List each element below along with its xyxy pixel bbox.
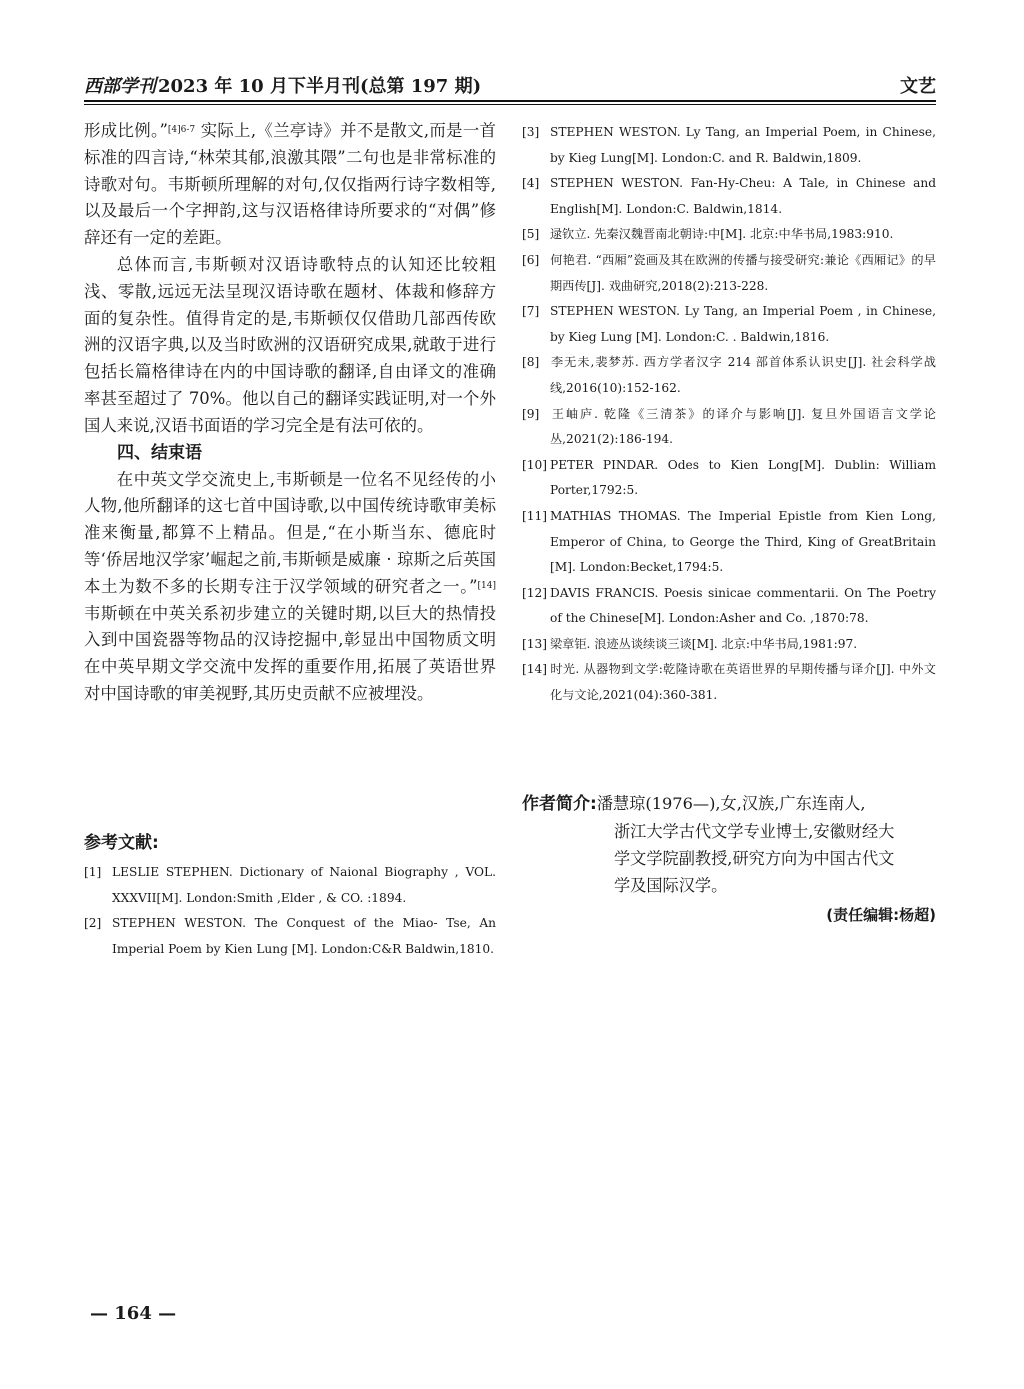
author-bio-line-3: 学文学院副教授,研究方向为中国古代文 [614,849,895,868]
page-number: — 164 — [90,1303,177,1324]
section-heading: 四、结束语 [117,442,202,463]
reference-number: [14] [522,662,548,677]
reference-number: [7] [522,304,540,319]
reference-item [522,171,936,222]
reference-text: MATHIAS THOMAS. The Imperial Epistle from Kien Long, Emperor of China, to George the Third, King of GreatBritain [M]. London:Becket,1794:5. [550,508,936,575]
reference-item [522,657,936,708]
author-bio-line-2: 浙江大学古代文学专业博士,安徽财经大 [614,822,895,841]
citation-14: [14] [477,580,496,591]
reference-item [84,860,496,911]
paragraph-2: 总体而言,韦斯顿对汉语诗歌特点的认知还比较粗浅、零散,远远无法呈现汉语诗歌在题材、体裁和修辞方面的复杂性。值得肯定的是,韦斯顿仅仅借助几部西传欧洲的汉语字典,以及当时欧洲的汉语研究成果,就敢于进行包括长篇格律诗在内的中国诗歌的翻译,自由译文的准确率甚至超过了 70%。他以自己的翻译实践证明,对一个外国人来说,汉语书面语的学习完全是有法可依的。 [84,254,496,435]
journal-issue: 2023 年 10 月下半月刊(总第 197 期) [158,76,482,97]
reference-text: LESLIE STEPHEN. Dictionary of Naional Biography , VOL. XXXVII[M]. London:Smith ,Elder , & CO. :1894. [112,865,496,905]
reference-item [522,581,936,632]
author-bio-first-line [522,790,936,818]
author-bio [522,790,936,899]
reference-text: 逯钦立. 先秦汉魏晋南北朝诗:中[M]. 北京:中华书局,1983:910. [550,227,894,242]
reference-text: STEPHEN WESTON. The Conquest of the Miao- Tse, An Imperial Poem by Kien Lung [M]. London:C&R Baldwin,1810. [112,916,496,956]
reference-text: 何艳君. “西厢”瓷画及其在欧洲的传播与接受研究:兼论《西厢记》的早期西传[J]. 戏曲研究,2018(2):213-228. [550,252,936,293]
author-bio-line-1: 潘慧琼(1976—),女,汉族,广东连南人, [596,794,866,813]
reference-number: [9] [522,406,540,421]
reference-text: 梁章钜. 浪迹丛谈续谈三谈[M]. 北京:中华书局,1981:97. [550,636,858,651]
reference-number: [5] [522,227,540,242]
author-bio-label: 作者简介: [522,794,597,814]
paragraph-3-rest: 韦斯顿在中英关系初步建立的关键时期,以巨大的热情投入到中国瓷器等物品的汉诗挖掘中,彰显出中国物质文明在中英早期文学交流中发挥的重要作用,拓展了英语世界对中国诗歌的审美视野,其历史贡献不应被埋没。 [84,603,496,703]
journal-logo: 西部学刊 [84,76,156,97]
running-header [84,72,936,98]
reference-number: [11] [522,508,548,523]
reference-number: [2] [84,916,102,931]
reference-item [522,504,936,581]
reference-number: [8] [522,355,540,370]
reference-item [522,222,936,248]
reference-number: [4] [522,176,540,191]
reference-number: [10] [522,457,548,472]
paragraph-3-start: 在中英文学交流史上,韦斯顿是一位名不见经传的小人物,他所翻译的这七首中国诗歌,以中国传统诗歌审美标准来衡量,都算不上精品。但是,“在小斯当东、德庇时等‘侨居地汉学家’崛起之前,韦斯顿是威廉 · 琼斯之后英国本土为数不多的长期专注于汉学领域的研究者之一。” [84,469,496,596]
reference-number: [6] [522,252,540,267]
references-right [522,120,936,709]
left-column [84,118,496,708]
reference-text: STEPHEN WESTON. Ly Tang, an Imperial Poem, in Chinese, by Kieg Lung[M]. London:C. and R. Baldwin,1809. [550,125,936,165]
reference-text: 王岫庐. 乾隆《三清茶》的译介与影响[J]. 复旦外国语言文学论丛,2021(2):186-194. [550,406,936,447]
reference-number: [1] [84,865,102,879]
header-rule-thin [84,104,936,105]
section-label: 文艺 [900,76,936,97]
reference-text: 李无未,裴梦苏. 西方学者汉字 214 部首体系认识史[J]. 社会科学战线,2016(10):152-162. [550,355,936,395]
paragraph-1-start: 形成比例。” [84,121,168,140]
reference-item [522,402,936,453]
reference-item [522,632,936,658]
citation-4: [4]6-7 [167,125,196,135]
reference-item [522,248,936,299]
paragraph-1 [84,118,496,252]
reference-item [522,350,936,401]
reference-item [522,453,936,504]
reference-item [84,911,496,962]
paragraph-3 [84,467,496,708]
reference-text: 时光. 从器物到文学:乾隆诗歌在英语世界的早期传播与译介[J]. 中外文化与文论,2021(04):360-381. [550,662,936,703]
reference-number: [13] [522,636,548,651]
reference-text: STEPHEN WESTON. Ly Tang, an Imperial Poem , in Chinese, by Kieg Lung [M]. London:C. . Baldwin,1816. [550,304,936,344]
reference-item [522,299,936,350]
reference-text: STEPHEN WESTON. Fan-Hy-Cheu: A Tale, in Chinese and English[M]. London:C. Baldwin,1814. [550,176,936,216]
reference-text: DAVIS FRANCIS. Poesis sinicae commentarii. On The Poetry of the Chinese[M]. London:Asher and Co. ,1870:78. [550,585,936,626]
journal-title [84,72,481,98]
responsible-editor: (责任编辑:杨超) [826,906,936,924]
header-rule-thick [84,100,936,102]
reference-number: [12] [522,585,548,600]
author-bio-line-4: 学及国际汉学。 [614,876,728,895]
reference-number: [3] [522,125,540,139]
paragraph-1-rest: 实际上,《兰亭诗》并不是散文,而是一首标准的四言诗,“林荣其郁,浪激其隈”二句也是非常标准的诗歌对句。韦斯顿所理解的对句,仅仅指两行诗字数相等,以及最后一个字押韵,这与汉语格律诗所要求的“对偶”修辞还有一定的差距。 [84,121,496,248]
reference-item [522,120,936,171]
references-title: 参考文献: [84,833,159,853]
reference-text: PETER PINDAR. Odes to Kien Long[M]. Dublin: William Porter,1792:5. [550,457,936,498]
references-left [84,860,496,962]
